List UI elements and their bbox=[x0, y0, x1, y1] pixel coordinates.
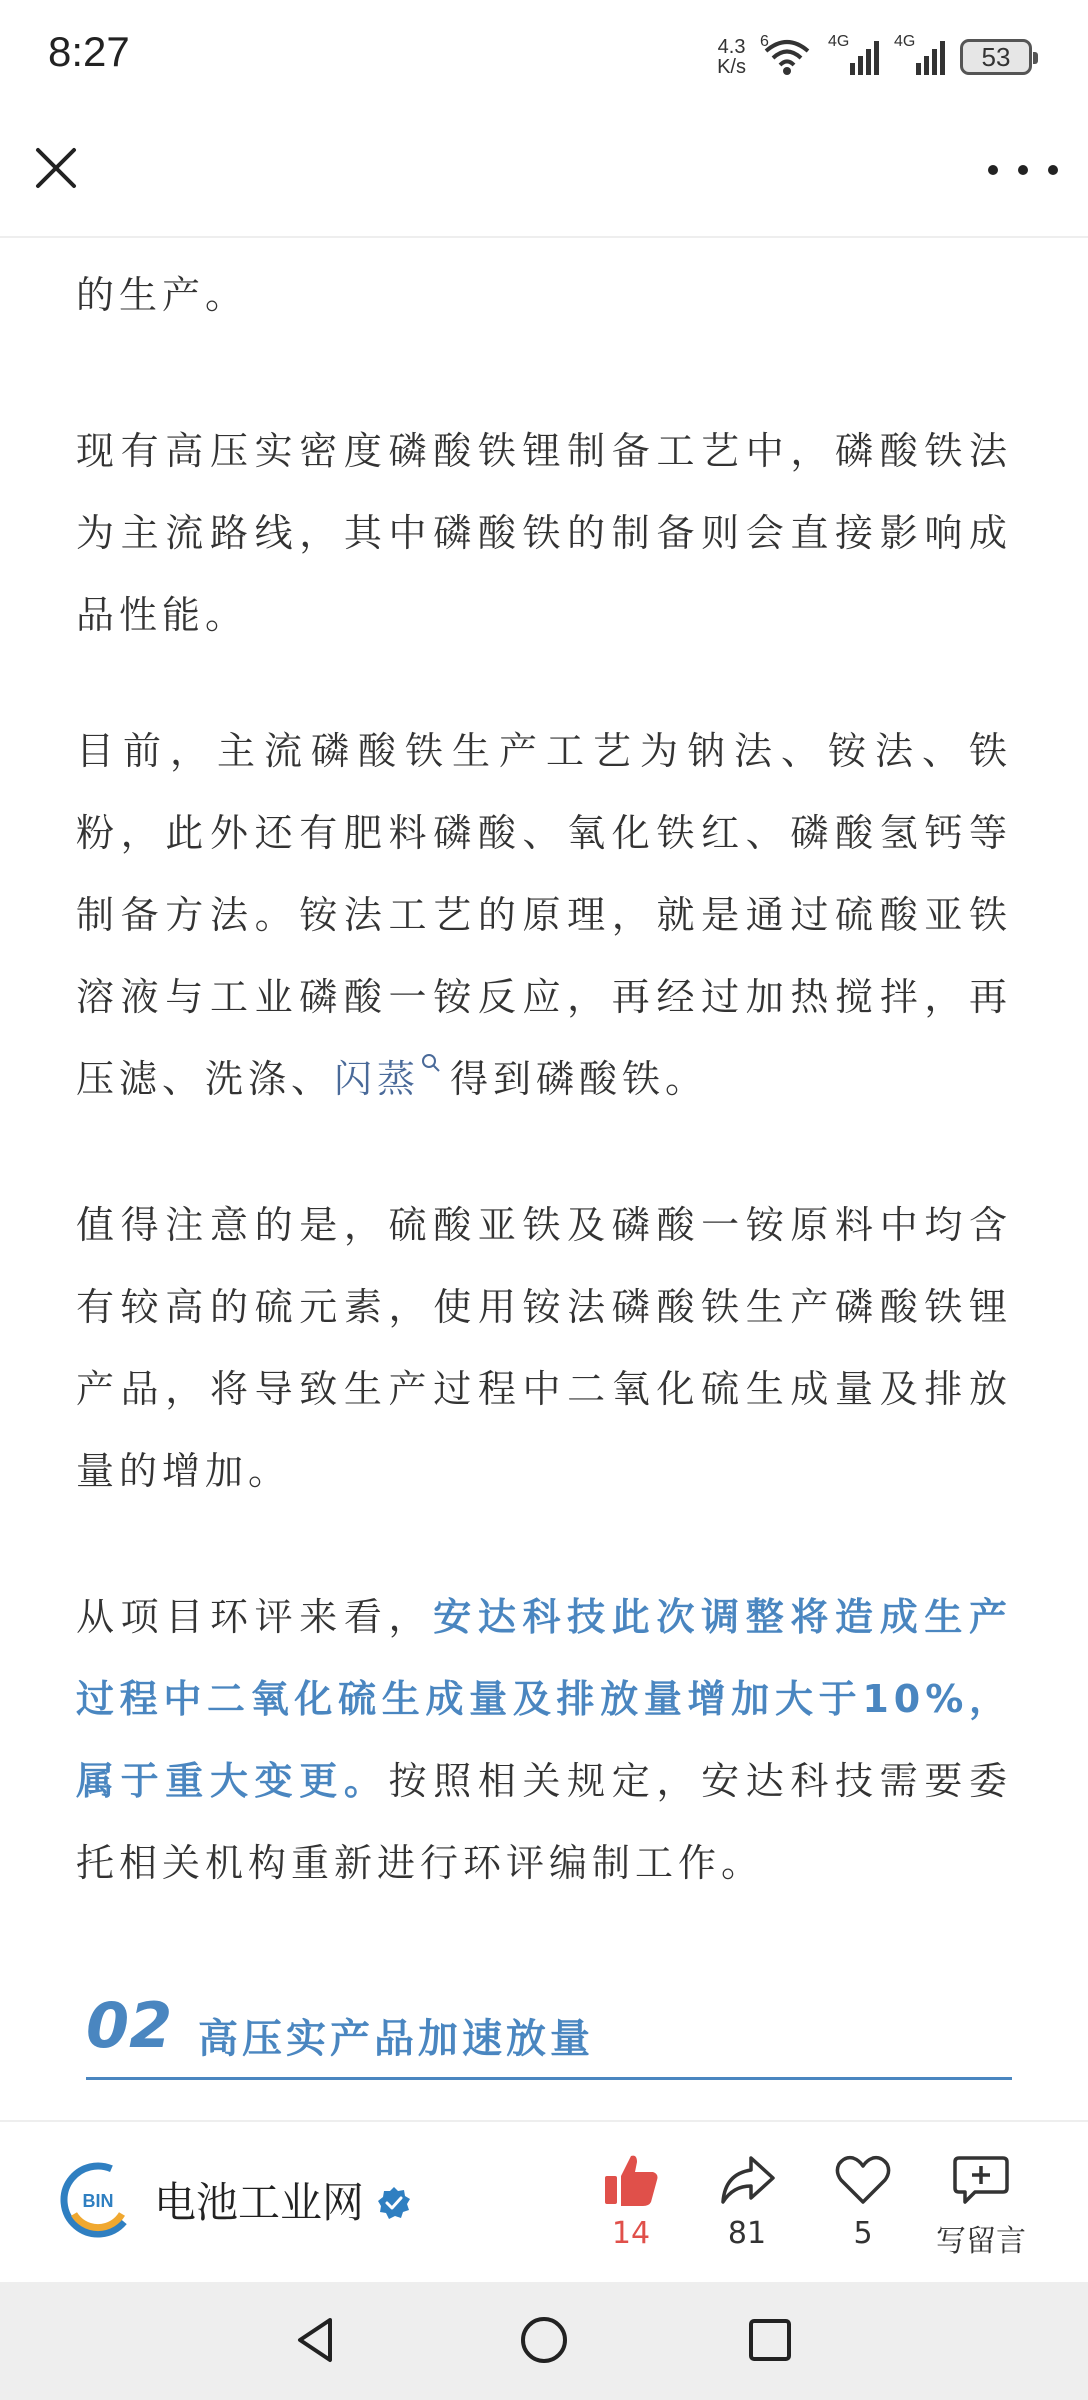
cellular-signal-icon-2 bbox=[894, 33, 946, 77]
heart-icon bbox=[833, 2152, 893, 2208]
paragraph-2 bbox=[76, 710, 1012, 1120]
paragraph-3: 值得注意的是，硫酸亚铁及磷酸一铵原料中均含有较高的硫元素，使用铵法磷酸铁生产磷酸铁锂产品，将导致生产过程中二氧化硫生成量及排放量的增加。 bbox=[76, 1203, 1012, 1493]
back-triangle-icon bbox=[286, 2310, 346, 2370]
flash-evaporation-link[interactable]: 闪蒸 bbox=[334, 1057, 421, 1101]
signal-2-label: 4G bbox=[894, 33, 916, 50]
thumbs-up-icon bbox=[601, 2152, 661, 2208]
account-name[interactable]: 电池工业网 bbox=[154, 2178, 365, 2227]
section-title: 高压实产品加速放量 bbox=[198, 2016, 594, 2062]
more-dot-icon bbox=[988, 165, 998, 175]
write-comment-label: 写留言 bbox=[936, 2224, 1026, 2259]
home-button[interactable] bbox=[514, 2310, 574, 2370]
close-button[interactable] bbox=[26, 138, 86, 198]
section-number: 02 bbox=[86, 1989, 173, 2062]
top-nav bbox=[0, 110, 1088, 238]
search-icon bbox=[420, 1052, 442, 1074]
paragraph-0: 的生产。 bbox=[76, 273, 249, 317]
account-avatar bbox=[60, 2162, 136, 2238]
share-count: 81 bbox=[727, 2216, 767, 2251]
bottom-action-bar bbox=[0, 2120, 1088, 2282]
account-info[interactable] bbox=[60, 2162, 412, 2238]
paragraph-4-lead: 从项目环评来看， bbox=[76, 1595, 434, 1639]
more-options-button[interactable] bbox=[988, 150, 1058, 190]
recents-button[interactable] bbox=[740, 2310, 800, 2370]
system-nav-bar bbox=[0, 2282, 1088, 2400]
paragraph-4 bbox=[76, 1576, 1012, 1904]
section-header bbox=[86, 1985, 1012, 2080]
battery-icon bbox=[960, 39, 1032, 75]
verified-badge-icon bbox=[376, 2185, 412, 2221]
paragraph-2-text: 目前，主流磷酸铁生产工艺为钠法、铵法、铁粉，此外还有肥料磷酸、氧化铁红、磷酸氢钙等制备方法。铵法工艺的原理，就是通过硫酸亚铁溶液与工业磷酸一铵反应，再经过加热搅拌，再压滤、洗涤、 bbox=[76, 729, 1012, 1101]
share-arrow-icon bbox=[717, 2152, 777, 2208]
like-count: 14 bbox=[611, 2216, 651, 2251]
cellular-signal-icon-1 bbox=[828, 33, 880, 77]
status-bar bbox=[0, 0, 1088, 110]
wifi-badge: 6 bbox=[760, 33, 769, 50]
back-button[interactable] bbox=[286, 2310, 346, 2370]
more-dot-icon bbox=[1018, 165, 1028, 175]
paragraph-4-tail: 按照相关规定，安达科技需要委托相关机构重新进行环评编制工作。 bbox=[76, 1759, 1012, 1885]
close-icon bbox=[26, 138, 86, 198]
favorite-button[interactable] bbox=[808, 2152, 918, 2251]
more-dot-icon bbox=[1048, 165, 1058, 175]
recents-square-icon bbox=[740, 2310, 800, 2370]
share-button[interactable] bbox=[692, 2152, 802, 2251]
article-body bbox=[76, 240, 1012, 2120]
favorite-count: 5 bbox=[853, 2216, 873, 2251]
avatar-text: BIN bbox=[82, 2191, 114, 2211]
signal-1-label: 4G bbox=[828, 33, 850, 50]
paragraph-2-tail: 得到磷酸铁。 bbox=[450, 1057, 709, 1101]
status-time: 8:27 bbox=[48, 28, 130, 75]
wifi-icon bbox=[760, 33, 814, 77]
highlighted-text: 安达科技此次调整将造成生产过程中二氧化硫生成量及排放量增加大于10%，属于重大变更。 bbox=[76, 1595, 1012, 1803]
status-icons bbox=[717, 32, 1032, 82]
like-button[interactable] bbox=[576, 2152, 686, 2251]
paragraph-1: 现有高压实密度磷酸铁锂制备工艺中，磷酸铁法为主流路线，其中磷酸铁的制备则会直接影响成品性能。 bbox=[76, 429, 1012, 637]
home-circle-icon bbox=[514, 2310, 574, 2370]
network-speed bbox=[717, 37, 746, 77]
battery-level: 53 bbox=[981, 41, 1011, 72]
network-speed-unit: K/s bbox=[717, 56, 746, 78]
comment-add-icon bbox=[951, 2152, 1011, 2208]
write-comment-button[interactable] bbox=[926, 2152, 1036, 2260]
network-speed-value: 4.3 bbox=[717, 36, 746, 58]
